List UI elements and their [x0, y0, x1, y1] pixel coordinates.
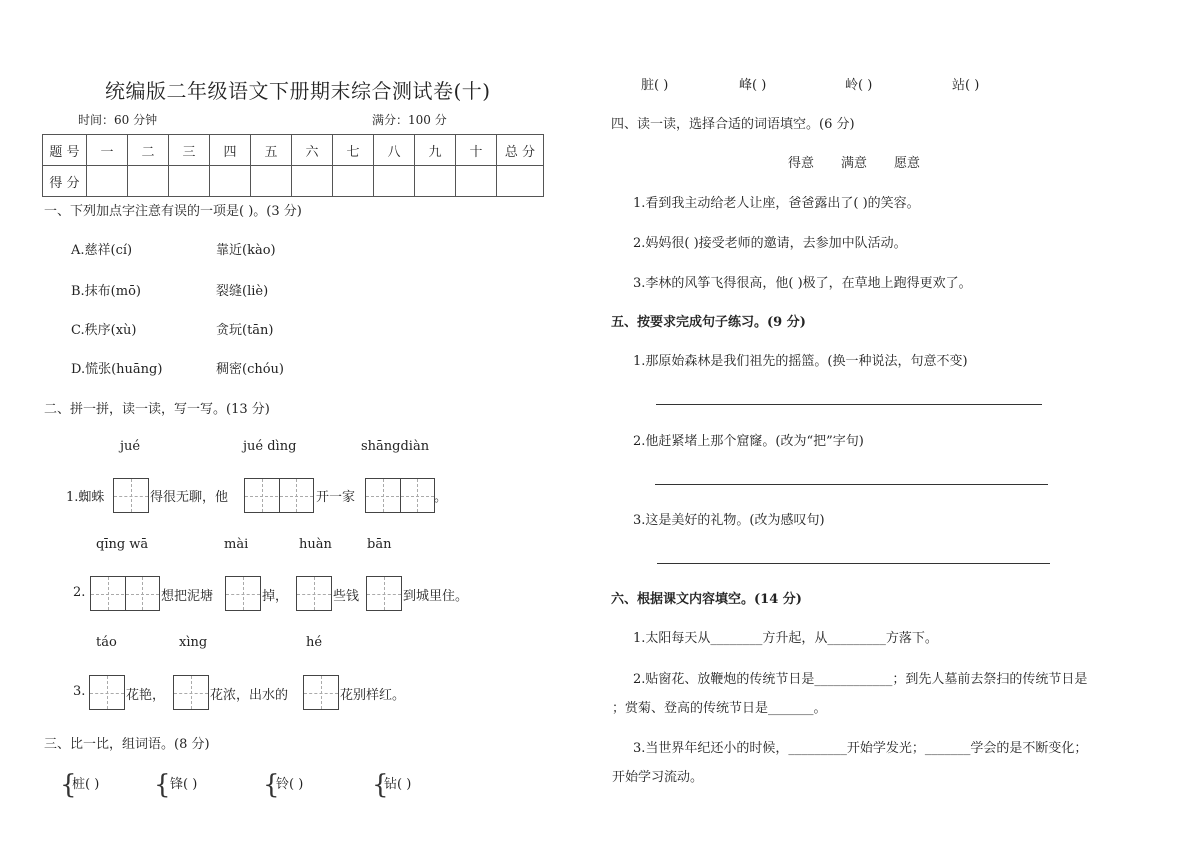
time-label: 时间：60 分钟 [78, 113, 158, 127]
score-cell[interactable] [415, 166, 456, 197]
word-option: 得意 [788, 156, 815, 171]
sentence-text: 1.蜘蛛 [66, 490, 105, 505]
write-box[interactable] [113, 478, 149, 513]
score-header-cell: 三 [169, 135, 210, 166]
q3-heading: 三、比一比，组词语。(8 分) [44, 737, 210, 752]
score-table-score-row [43, 166, 544, 197]
compare-word: 铃( ) [276, 777, 304, 792]
fill-sentence: 3.李林的风筝飞得很高，他( )极了，在草地上跑得更欢了。 [633, 276, 972, 291]
brace-icon: { [263, 770, 280, 800]
brace-icon: { [154, 770, 171, 800]
sentence-text: 掉， [262, 589, 289, 604]
compare-word: 钻( ) [384, 777, 412, 792]
compare-word: 岭( ) [845, 78, 873, 93]
q5-item: 2.他赶紧堵上那个窟窿。(改为“把”字句) [633, 434, 864, 449]
score-cell[interactable] [87, 166, 128, 197]
write-box[interactable] [296, 576, 332, 611]
q1-option-d-left: D.慌张(huāng) [71, 362, 163, 377]
answer-line[interactable] [656, 404, 1042, 405]
word-option: 愿意 [894, 156, 921, 171]
score-cell[interactable] [292, 166, 333, 197]
q6-line: ；赏菊、登高的传统节日是_______。 [612, 701, 827, 716]
pinyin-label: hé [306, 635, 323, 650]
word-option: 满意 [841, 156, 868, 171]
score-header-cell: 七 [333, 135, 374, 166]
score-cell[interactable] [169, 166, 210, 197]
q1-option-b-right: 裂缝(liè) [216, 284, 269, 299]
sentence-text: 花艳， [126, 688, 166, 703]
write-box[interactable] [173, 675, 209, 710]
q1-option-c-right: 贪玩(tān) [216, 323, 274, 338]
score-header-cell: 六 [292, 135, 333, 166]
sentence-text: 想把泥塘 [161, 589, 214, 604]
sentence-text: 些钱 [333, 589, 360, 604]
score-cell[interactable] [497, 166, 544, 197]
fill-sentence: 2.妈妈很( )接受老师的邀请，去参加中队活动。 [633, 236, 907, 251]
score-header-cell: 九 [415, 135, 456, 166]
score-header-cell: 八 [374, 135, 415, 166]
write-box[interactable] [365, 478, 435, 513]
score-cell[interactable] [333, 166, 374, 197]
write-box[interactable] [366, 576, 402, 611]
q1-option-b-left: B.抹布(mō) [71, 284, 141, 299]
q6-line: 1.太阳每天从________方升起，从_________方落下。 [633, 631, 938, 646]
q5-item: 3.这是美好的礼物。(改为感叹句) [633, 513, 825, 528]
sentence-text: 。 [434, 490, 448, 505]
score-row-label: 得 分 [43, 166, 87, 197]
sentence-text: 开一家 [316, 490, 356, 505]
sentence-text: 得很无聊，他 [150, 490, 229, 505]
score-header-cell: 十 [456, 135, 497, 166]
pinyin-label: shāngdiàn [361, 439, 430, 454]
q6-line: 3.当世界年纪还小的时候，_________开始学发光；_______学会的是不断变化； [633, 741, 1088, 756]
answer-line[interactable] [655, 484, 1048, 485]
compare-word: 站( ) [952, 78, 980, 93]
q2-heading: 二、拼一拼，读一读，写一写。(13 分) [44, 402, 270, 417]
score-cell[interactable] [210, 166, 251, 197]
compare-word: 峰( ) [739, 78, 767, 93]
score-header-cell: 四 [210, 135, 251, 166]
score-header-cell: 二 [128, 135, 169, 166]
compare-word: 桩( ) [72, 777, 100, 792]
score-table-header-row [43, 135, 544, 166]
q5-item: 1.那原始森林是我们祖先的摇篮。(换一种说法，句意不变) [633, 354, 968, 369]
sentence-text: 花别样红。 [340, 688, 406, 703]
q5-heading: 五、按要求完成句子练习。(9 分) [611, 315, 806, 330]
sentence-text: 2. [73, 585, 86, 600]
q1-option-a-left: A.慈祥(cí) [71, 243, 133, 258]
score-cell[interactable] [374, 166, 415, 197]
q1-option-a-right: 靠近(kào) [216, 243, 276, 258]
q1-option-c-left: C.秩序(xù) [71, 323, 137, 338]
answer-line[interactable] [657, 563, 1050, 564]
q4-heading: 四、读一读，选择合适的词语填空。(6 分) [611, 117, 855, 132]
q6-line: 开始学习流动。 [612, 770, 704, 785]
score-cell[interactable] [251, 166, 292, 197]
fill-sentence: 1.看到我主动给老人让座，爸爸露出了( )的笑容。 [633, 196, 920, 211]
pinyin-label: bān [367, 537, 392, 552]
sentence-text: 3. [73, 684, 86, 699]
q6-line: 2.贴窗花、放鞭炮的传统节日是____________；到先人墓前去祭扫的传统节日是 [633, 672, 1088, 687]
pinyin-label: táo [96, 635, 117, 650]
score-label: 满分：100 分 [372, 113, 447, 127]
pinyin-label: mài [224, 537, 249, 552]
q6-heading: 六、根据课文内容填空。(14 分) [611, 592, 802, 607]
pinyin-label: huàn [299, 537, 332, 552]
score-header-cell: 一 [87, 135, 128, 166]
pinyin-label: qīng wā [96, 537, 149, 552]
compare-word: 锋( ) [170, 777, 198, 792]
q1-option-d-right: 稠密(chóu) [216, 362, 284, 377]
compare-word: 脏( ) [641, 78, 669, 93]
pinyin-label: jué [120, 439, 141, 454]
write-box[interactable] [225, 576, 261, 611]
score-header-cell: 总 分 [497, 135, 544, 166]
pinyin-label: jué dìng [243, 439, 297, 454]
score-cell[interactable] [456, 166, 497, 197]
brace-icon: { [60, 770, 77, 800]
write-box[interactable] [303, 675, 339, 710]
sentence-text: 花浓，出水的 [210, 688, 289, 703]
pinyin-label: xìng [179, 635, 208, 650]
write-box[interactable] [90, 576, 160, 611]
write-box[interactable] [244, 478, 314, 513]
score-header-cell: 题 号 [43, 135, 87, 166]
sentence-text: 到城里住。 [403, 589, 469, 604]
brace-icon: { [372, 770, 389, 800]
score-cell[interactable] [128, 166, 169, 197]
score-table [42, 134, 544, 197]
write-box[interactable] [89, 675, 125, 710]
page-title: 统编版二年级语文下册期末综合测试卷(十) [105, 79, 491, 103]
score-header-cell: 五 [251, 135, 292, 166]
q1-heading: 一、下列加点字注意有误的一项是( )。(3 分) [44, 204, 302, 219]
